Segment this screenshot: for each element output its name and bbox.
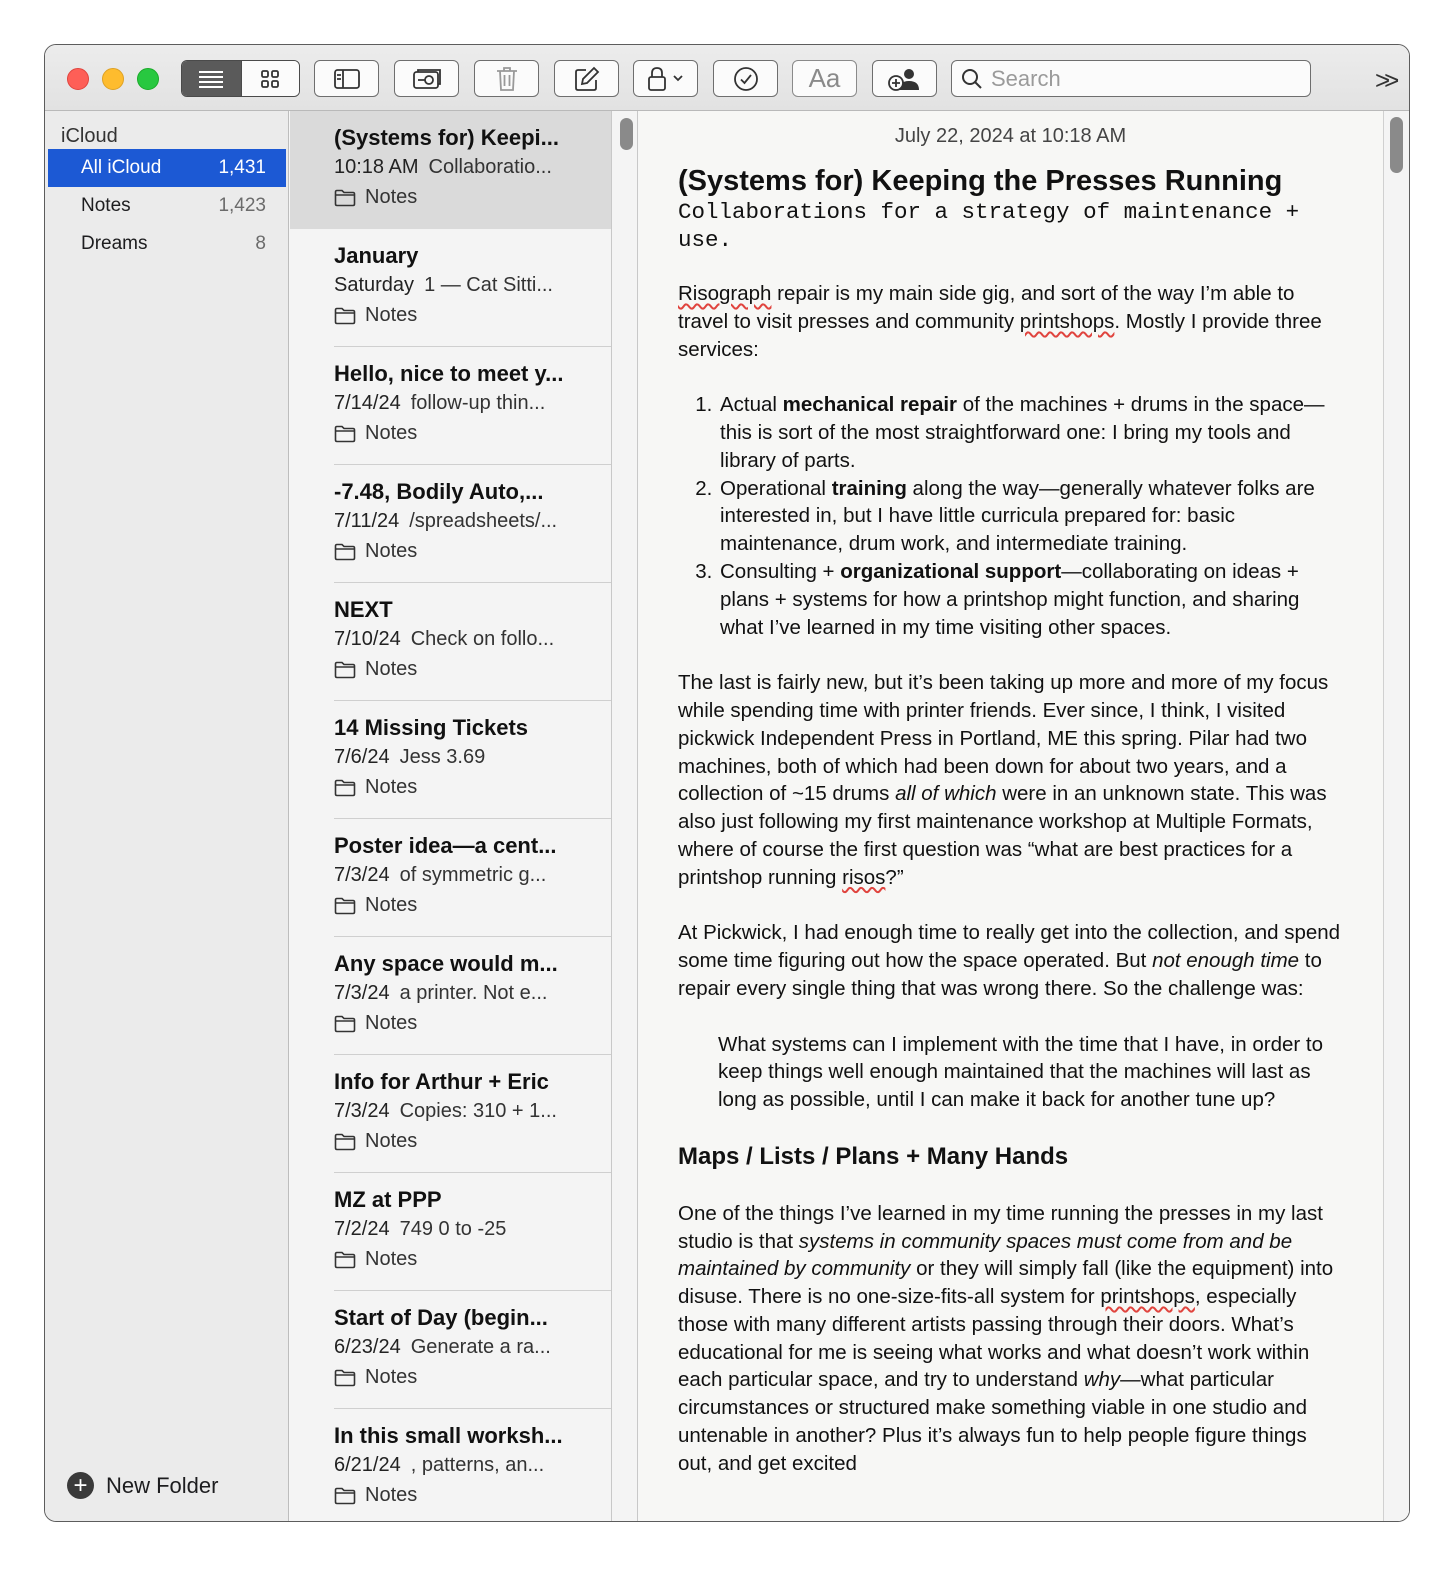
notes-list-scroll-thumb[interactable] <box>620 118 633 150</box>
note-item-date: 7/2/24 <box>334 1218 390 1240</box>
bold-text: training <box>831 476 907 500</box>
note-list-item-content <box>334 701 612 819</box>
note-item-title: Start of Day (begin... <box>334 1305 548 1330</box>
note-list-item[interactable] <box>290 937 612 1055</box>
note-item-folder-label: Notes <box>365 658 418 680</box>
note-item-folder-label: Notes <box>365 1012 418 1034</box>
text-run: were in an unknown state. This was also just following my first maintenance workshop at Multiple Formats, where of course the first question was “what are best practices for a printshop running <box>678 782 1327 889</box>
services-list <box>718 391 1343 641</box>
note-item-snippet: of symmetric g... <box>399 864 547 886</box>
bold-text: organizational support <box>840 559 1062 583</box>
note-item-date: 7/3/24 <box>334 982 390 1004</box>
toggle-sidebar-button[interactable] <box>314 60 379 97</box>
paragraph-2 <box>678 669 1343 891</box>
note-item-snippet: 1 — Cat Sitti... <box>424 274 553 296</box>
note-item-meta <box>334 1218 594 1241</box>
list-view-icon <box>198 70 224 88</box>
note-item-meta <box>334 392 594 415</box>
plus-circle-icon: + <box>67 1472 94 1499</box>
note-item-folder-label: Notes <box>365 1366 418 1388</box>
note-item-folder-label: Notes <box>365 1130 418 1152</box>
notes-list <box>290 111 612 1521</box>
collaborate-icon <box>887 66 923 92</box>
text-run: . Mostly I provide three services: <box>678 309 1322 361</box>
trash-icon <box>496 66 518 92</box>
note-list-item[interactable] <box>290 1173 612 1291</box>
note-item-date: 7/11/24 <box>334 510 400 532</box>
note-list-item[interactable] <box>290 111 612 229</box>
note-item-folder <box>334 304 417 327</box>
editor-scroll-thumb[interactable] <box>1390 117 1403 173</box>
note-item-snippet: 749 0 to -25 <box>399 1218 507 1240</box>
note-item-folder-label: Notes <box>365 304 418 326</box>
note-item-folder <box>334 540 417 563</box>
text-run: —collaborating on ideas + plans + systems for how a printshop might function, and sharing what I’ve learned in my time visiting other spaces. <box>720 559 1300 639</box>
note-item-snippet: /spreadsheets/... <box>409 510 558 532</box>
folder-icon <box>334 189 356 207</box>
paragraph-1 <box>678 280 1343 363</box>
folder-count: 1,431 <box>218 157 266 178</box>
note-item-title: Info for Arthur + Eric <box>334 1069 549 1094</box>
new-folder-button[interactable] <box>67 1472 218 1499</box>
italic-text: why <box>1083 1368 1121 1392</box>
note-editor[interactable] <box>639 111 1409 1521</box>
text-run: One of the things I’ve learned in my time running the presses in my last studio is that <box>678 1201 1323 1253</box>
search-input[interactable] <box>991 66 1291 92</box>
folder-icon <box>334 779 356 797</box>
note-item-folder <box>334 422 417 445</box>
toolbar <box>45 45 1409 111</box>
note-item-date: 7/10/24 <box>334 628 401 650</box>
note-item-meta <box>334 274 594 297</box>
note-item-meta <box>334 156 594 179</box>
note-item-folder-label: Notes <box>365 540 418 562</box>
note-list-item[interactable] <box>290 465 612 583</box>
lock-note-button[interactable] <box>633 60 698 97</box>
note-list-item[interactable] <box>290 701 612 819</box>
note-item-title: In this small worksh... <box>334 1423 563 1448</box>
compose-icon <box>574 66 600 92</box>
paragraph-4 <box>678 1200 1343 1478</box>
new-note-button[interactable] <box>554 60 619 97</box>
note-item-date: 10:18 AM <box>334 156 419 178</box>
note-item-folder-label: Notes <box>365 1484 418 1506</box>
format-button[interactable]: Aa <box>792 60 857 97</box>
note-list-item[interactable] <box>290 229 612 347</box>
folder-icon <box>334 1251 356 1269</box>
note-list-item[interactable] <box>290 347 612 465</box>
bold-text: mechanical repair <box>782 393 958 417</box>
notes-window <box>44 44 1410 1522</box>
text-run: Consulting + <box>720 559 841 583</box>
lock-icon <box>646 66 686 92</box>
note-list-item-content <box>334 111 612 229</box>
folder-all-icloud[interactable] <box>48 149 286 187</box>
zoom-window-button[interactable] <box>137 68 159 90</box>
note-item-date: Saturday <box>334 274 415 296</box>
checkmark-circle-icon <box>733 66 759 92</box>
note-item-title: Any space would m... <box>334 951 558 976</box>
note-item-meta <box>334 628 594 651</box>
close-window-button[interactable] <box>67 68 89 90</box>
note-list-item[interactable] <box>290 1409 612 1521</box>
text-run: Actual <box>720 393 783 417</box>
note-item-meta <box>334 1454 594 1477</box>
note-item-snippet: a printer. Not e... <box>399 982 548 1004</box>
note-list-item-content <box>334 465 612 583</box>
note-item-folder-label: Notes <box>365 422 418 444</box>
block-quote: What systems can I implement with the time that I have, in order to keep things well enough maintained that the machines will last as long as possible, until I can make it back for another tune up? <box>718 1032 1324 1112</box>
notes-list-scrollbar[interactable] <box>612 111 638 1521</box>
note-list-item-content <box>334 1055 612 1173</box>
checklist-button[interactable] <box>713 60 778 97</box>
gallery-view-icon <box>260 69 280 89</box>
note-item-folder-label: Notes <box>365 186 418 208</box>
folder-label: Notes <box>81 195 131 216</box>
minimize-window-button[interactable] <box>102 68 124 90</box>
folder-icon <box>334 1487 356 1505</box>
note-item-meta <box>334 510 594 533</box>
note-list-item-content <box>334 347 612 465</box>
note-item-title: MZ at PPP <box>334 1187 442 1212</box>
text-run: The last is fairly new, but it’s been taking up more and more of my focus while spending time with printer friends. Ever since, I think, I visited pickwick Independent Press in Portland, ME this spring. Pilar had two machines, both of which had been down for about two years, and a collection of ~15 drums <box>678 671 1329 806</box>
note-item-meta <box>334 1336 594 1359</box>
note-list-item[interactable] <box>290 819 612 937</box>
note-item-folder-label: Notes <box>365 894 418 916</box>
note-item-snippet: , patterns, an... <box>410 1454 545 1476</box>
note-item-title: (Systems for) Keepi... <box>334 125 559 150</box>
note-item-folder <box>334 1130 417 1153</box>
list-item <box>718 391 1343 474</box>
sidebar-icon <box>333 68 361 90</box>
note-item-meta <box>334 982 594 1005</box>
note-item-date: 7/6/24 <box>334 746 390 768</box>
note-item-title: Poster idea—a cent... <box>334 833 557 858</box>
editor-scrollbar[interactable] <box>1383 111 1409 1521</box>
note-item-title: Hello, nice to meet y... <box>334 361 564 386</box>
folders-sidebar <box>45 111 289 1521</box>
note-item-meta <box>334 1100 594 1123</box>
folder-count: 1,423 <box>218 195 266 216</box>
text-run: —what particular circumstances or structured make something viable in one studio and untenable in another? Plus it’s always fun to help people figure things out, and get excited <box>678 1368 1307 1475</box>
note-item-folder <box>334 186 417 209</box>
folder-dreams[interactable] <box>48 225 286 263</box>
note-item-date: 6/21/24 <box>334 1454 401 1476</box>
note-list-item-content <box>334 937 612 1055</box>
account-header: iCloud <box>61 125 118 147</box>
note-item-snippet: Copies: 310 + 1... <box>399 1100 557 1122</box>
note-subtitle: Collaborations for a strategy of maintenance + use. <box>678 199 1300 253</box>
note-item-title: NEXT <box>334 597 393 622</box>
note-title: (Systems for) Keeping the Presses Running <box>678 165 1283 197</box>
paragraph-3 <box>678 919 1343 1002</box>
note-item-title: -7.48, Bodily Auto,... <box>334 479 544 504</box>
search-field[interactable] <box>951 60 1311 97</box>
note-list-item-content <box>334 1409 612 1521</box>
note-item-title: 14 Missing Tickets <box>334 715 529 740</box>
list-item <box>718 475 1343 558</box>
note-item-folder-label: Notes <box>365 1248 418 1270</box>
note-item-folder <box>334 776 417 799</box>
text-run: repair is my main side gig, and sort of the way I’m able to travel to visit presses and community <box>678 282 1295 333</box>
italic-text: all of which <box>895 782 997 806</box>
note-item-folder <box>334 658 417 681</box>
list-item <box>718 558 1343 641</box>
note-item-folder <box>334 894 417 917</box>
misspelled-word[interactable]: Risograph <box>678 282 772 305</box>
italic-text: not enough time <box>1152 949 1300 973</box>
text-run: Operational <box>720 476 832 500</box>
note-item-folder <box>334 1248 417 1271</box>
folder-icon <box>334 661 356 679</box>
toolbar-overflow-button[interactable]: >> <box>1375 65 1394 95</box>
folder-icon <box>334 1369 356 1387</box>
note-list-item[interactable] <box>290 1291 612 1409</box>
folder-icon <box>334 1015 356 1033</box>
folder-count: 8 <box>255 233 266 254</box>
folder-notes[interactable] <box>48 187 286 225</box>
note-list-item-content <box>334 583 612 701</box>
note-list-item-content <box>334 1291 612 1409</box>
note-item-meta <box>334 746 594 769</box>
misspelled-word[interactable]: risos <box>842 865 886 889</box>
note-date: July 22, 2024 at 10:18 AM <box>894 125 1127 147</box>
folder-icon <box>334 543 356 561</box>
note-item-folder-label: Notes <box>365 776 418 798</box>
gallery-view-button[interactable] <box>241 61 300 96</box>
note-list-item[interactable] <box>290 583 612 701</box>
misspelled-word[interactable]: printshops <box>1100 1285 1195 1309</box>
folder-icon <box>334 425 356 443</box>
folder-icon <box>334 307 356 325</box>
note-item-folder <box>334 1012 417 1035</box>
section-heading: Maps / Lists / Plans + Many Hands <box>678 1142 1069 1170</box>
text-run: of the machines + drums in the space—this is sort of the most straightforward one: I bring my tools and library of parts. <box>720 393 1325 472</box>
folder-icon <box>334 897 356 915</box>
text-run: At Pickwick, I had enough time to really get into the collection, and spend some time figuring out how the space operated. But <box>678 921 1341 973</box>
italic-text: systems in community spaces must come from and be maintained by community <box>678 1229 1293 1281</box>
note-item-date: 7/3/24 <box>334 1100 390 1122</box>
delete-button[interactable] <box>474 60 539 97</box>
folder-label: Dreams <box>81 233 148 254</box>
list-view-button[interactable] <box>182 61 241 96</box>
note-list-item[interactable] <box>290 1055 612 1173</box>
text-run: ?” <box>885 865 904 889</box>
note-item-date: 7/3/24 <box>334 864 390 886</box>
note-item-date: 6/23/24 <box>334 1336 401 1358</box>
note-item-date: 7/14/24 <box>334 392 401 414</box>
text-run: to repair every single thing that was wrong there. So the challenge was: <box>678 949 1322 1000</box>
text-run: or they will simply fall (like the equipment) into disuse. There is no one-size-fits-all system for <box>678 1257 1334 1309</box>
folder-icon <box>334 1133 356 1151</box>
view-mode-toggle <box>181 60 300 97</box>
note-list-item-content <box>334 1173 612 1291</box>
note-item-snippet: Jess 3.69 <box>399 746 486 768</box>
note-item-snippet: Check on follo... <box>410 628 555 650</box>
search-icon <box>961 68 983 90</box>
note-item-folder <box>334 1484 417 1507</box>
note-item-title: January <box>334 243 419 268</box>
note-item-snippet: Collaboratio... <box>428 156 552 178</box>
attachments-icon <box>412 68 442 90</box>
note-item-meta <box>334 864 594 887</box>
note-list-item-content <box>334 819 612 937</box>
attachments-button[interactable] <box>394 60 459 97</box>
note-item-snippet: Generate a ra... <box>410 1336 551 1358</box>
text-run: , especially those with many different artists passing through their doors. What’s educational for me is seeing what works and what doesn’t work within each particular space, and try to understand <box>678 1285 1310 1392</box>
collaborate-button[interactable] <box>872 60 937 97</box>
folder-label: All iCloud <box>81 157 162 178</box>
text-run: along the way—generally whatever folks are interested in, but I have little curricula prepared for: basic maintenance, drum work, and intermediate training. <box>720 476 1315 556</box>
note-item-snippet: follow-up thin... <box>410 392 546 414</box>
note-item-folder <box>334 1366 417 1389</box>
note-list-item-content <box>334 229 612 347</box>
note-body[interactable] <box>678 125 1343 1505</box>
new-folder-label: New Folder <box>106 1472 219 1498</box>
misspelled-word[interactable]: printshops <box>1019 309 1115 333</box>
